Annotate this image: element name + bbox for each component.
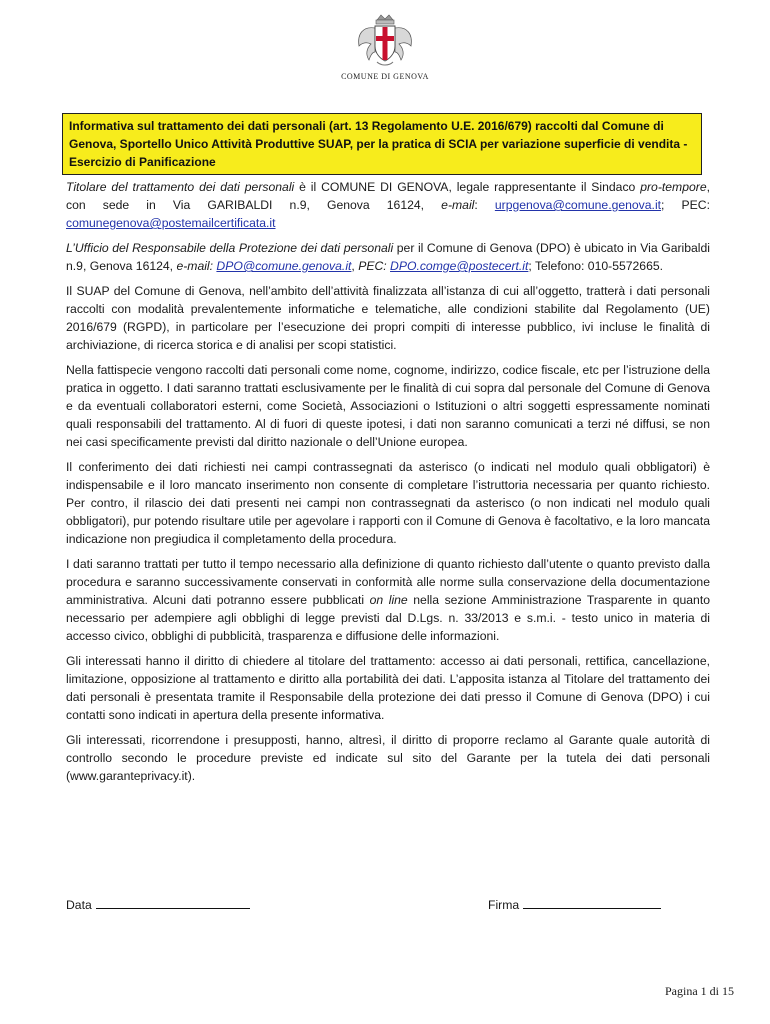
dpo-email-link[interactable]: DPO@comune.genova.it [216,259,352,273]
dpo-pec-link[interactable]: DPO.comge@postecert.it [390,259,529,273]
document-body [66,178,710,792]
signature-label: Firma [488,898,520,912]
page-number: Pagina 1 di 15 [665,984,734,998]
paragraph-dpo: L’Ufficio del Responsabile della Protezione dei dati personali per il Comune di Genova (DPO) è ubicato in Via Garibaldi n.9, Genova 16124, e-mail: DPO@comune.genova.it, PEC: DPO.comge@postecert.it; Telefono: 010-5572665. [66,241,710,273]
genova-coat-of-arms-icon [353,12,417,70]
organization-name: COMUNE DI GENOVA [341,72,429,81]
date-line[interactable] [96,896,250,909]
paragraph-diritti: Gli interessati hanno il diritto di chiedere al titolare del trattamento: accesso ai dati personali, rettifica, cancellazione, limitazione, opposizione al trattamento e diritto alla portabilità dei dati. L’apposita istanza al Titolare del trattamento dei dati personali è presentata tramite il Responsabile della protezione dei dati presso il Comune di Genova (DPO) i cui contatti sono indicati in apertura della presente informativa. [66,654,710,722]
paragraph-dati-raccolti: Nella fattispecie vengono raccolti dati personali come nome, cognome, indirizzo, codice fiscale, etc per l’istruzione della pratica in oggetto. I dati saranno trattati esclusivamente per le finalità di cui sopra dal personale del Comune di Genova e da eventuali collaboratori esterni, come Società, Associazioni o Istituzioni o altri soggetti espressamente nominati quali responsabili del trattamento. Al di fuori di queste ipotesi, i dati non saranno comunicati a terzi né diffusi, se non nei casi specificamente previsti dal diritto nazionale o dell’Unione europea. [66,363,710,449]
page-header [0,12,770,81]
paragraph-suap: Il SUAP del Comune di Genova, nell’ambito dell’attività finalizzata all’istanza di cui all’oggetto, tratterà i dati personali raccolti con modalità prevalentemente informatiche e telematiche, alle condizioni stabilite dal Regolamento (UE) 2016/679 (RGPD), in particolare per l’esecuzione dei propri compiti di interesse pubblico, ivi incluse le finalità di archiviazione, di ricerca storica e di analisi per scopi statistici. [66,284,710,352]
date-label: Data [66,898,92,912]
pec-email-link[interactable]: comunegenova@postemailcertificata.it [66,216,276,230]
paragraph-conferimento: Il conferimento dei dati richiesti nei campi contrassegnati da asterisco (o indicati nel modulo quali obbligatori) è indispensabile e il loro mancato inserimento non consente di completare l’istruttoria necessaria per quanto richiesto. Per contro, il rilascio dei dati presenti nei campi non contrassegnati da asterisco (o non indicati nel modulo quali obbligatori), pur potendo risultare utile per agevolare i rapporti con il Comune di Genova è facoltativo, e la loro mancata indicazione non pregiudica il completamento della procedura. [66,460,710,546]
dpo-label: L’Ufficio del Responsabile della Protezione dei dati personali [66,241,394,255]
date-field[interactable] [66,896,250,912]
paragraph-titolare: Titolare del trattamento dei dati personali è il COMUNE DI GENOVA, legale rappresentante il Sindaco pro-tempore, con sede in Via GARIBALDI n.9, Genova 16124, e-mail: urpgenova@comune.genova.it; PEC: comunegenova@postemailcertificata.it [66,180,710,230]
document-title: Informativa sul trattamento dei dati personali (art. 13 Regolamento U.E. 2016/679) raccolti dal Comune di Genova, Sportello Unico Attività Produttive SUAP, per la pratica di SCIA per variazione superficie di vendita - Esercizio di Panificazione [62,113,702,175]
signature-line[interactable] [523,896,661,909]
urp-email-link[interactable]: urpgenova@comune.genova.it [494,198,662,212]
titolare-label: Titolare del trattamento dei dati personali [66,180,295,194]
paragraph-reclamo: Gli interessati, ricorrendone i presupposti, hanno, altresì, il diritto di proporre reclamo al Garante quale autorità di controllo secondo le procedure previste ed indicate sul sito del Garante per la tutela dei dati personali (www.garanteprivacy.it). [66,733,710,783]
paragraph-conservazione: I dati saranno trattati per tutto il tempo necessario alla definizione di quanto richiesto dall’utente o quanto previsto dalla procedura e saranno successivamente conservati in conformità alle norme sulla conservazione della documentazione amministrativa. Alcuni dati potranno essere pubblicati on line nella sezione Amministrazione Trasparente in quanto necessario per adempiere agli obblighi di legge previsti dal D.Lgs. n. 33/2013 e s.m.i. - testo unico in materia di accesso civico, obblighi di pubblicità, trasparenza e diffusione delle informazioni. [66,557,711,643]
signature-field[interactable] [488,896,661,912]
